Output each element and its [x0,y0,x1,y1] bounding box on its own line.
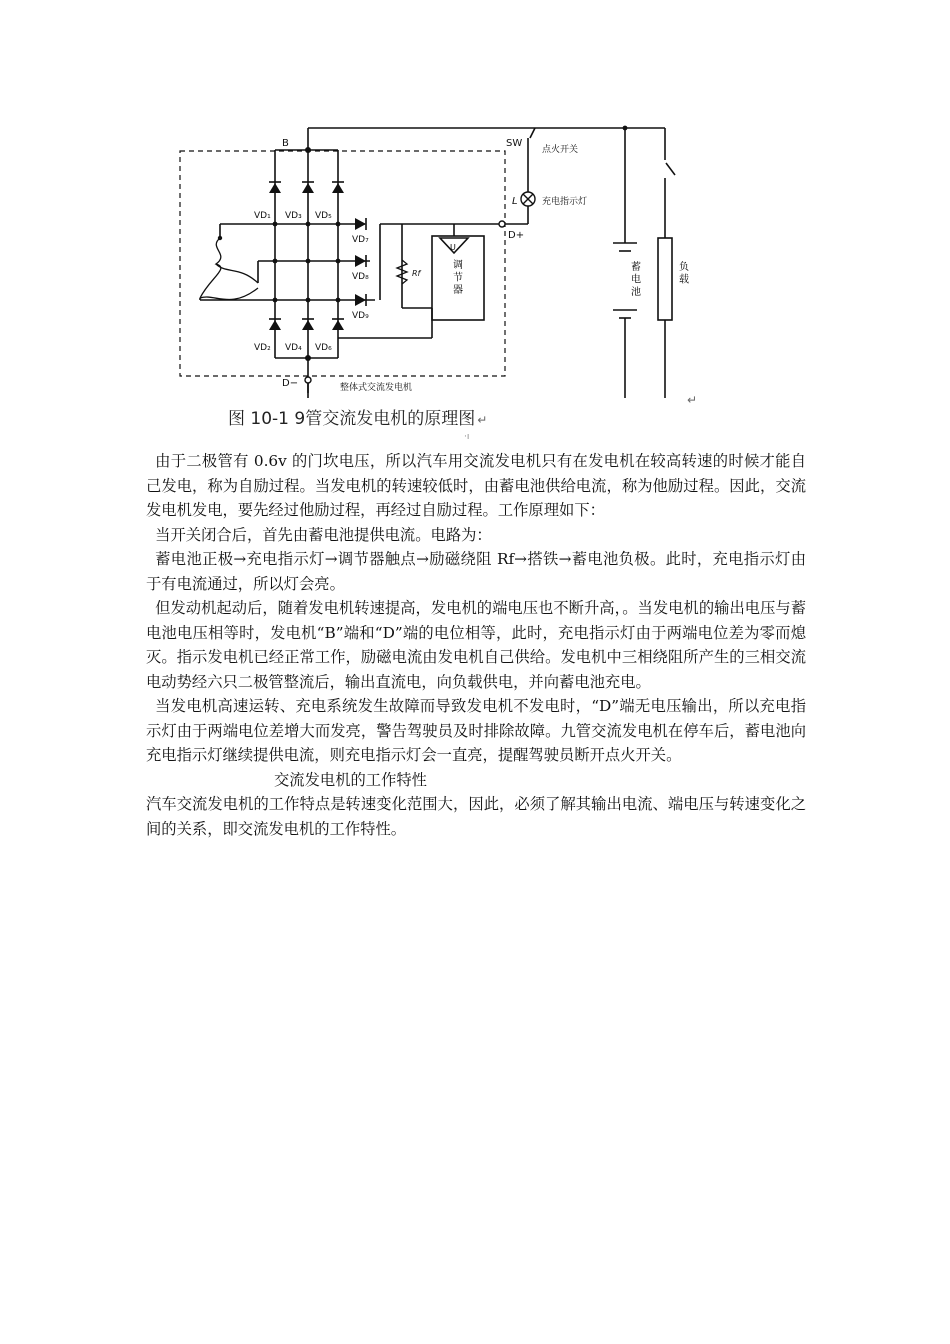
label-regulator: 调节器 [453,260,463,296]
paragraph-fault-warning: 当发电机高速运转、充电系统发生故障而导致发电机不发电时，“D”端无电压输出，所以充电指示灯由于两端电位差增大而发亮，警告驾驶员及时排除故障。九管交流发电机在停车后，蓄电池向充电指示灯继续提供电流，则充电指示灯会一直亮，提醒驾驶员断开点火开关。 [146,697,806,764]
label-b: B [282,138,289,149]
label-vd8: VD₈ [352,272,369,282]
label-vd5: VD₅ [315,211,332,221]
label-sw: SW [506,138,523,149]
paragraph-engine-start: 但发动机起动后，随着发电机转速提高，发电机的端电压也不断升高，。当发电机的输出电压与蓄电池电压相等时，发电机“B”端和“D”端的电位相等，此时，充电指示灯由于两端电位差为零而熄灭。指示发电机已经正常工作，励磁电流由发电机自己供给。发电机中三相绕阻所产生的三相交流电动势经六只二极管整流后，输出直流电，向负载供电，并向蓄电池充电。 [146,599,806,691]
label-battery: 蓄电池 [631,262,641,298]
body-text [146,449,806,841]
exciter-diodes [355,218,366,306]
label-vd6: VD₆ [315,343,332,353]
label-ignition-switch: 点火开关 [542,145,579,155]
label-vd7: VD₇ [352,235,369,245]
paragraph-switch-closed: 当开关闭合后，首先由蓄电池提供电流。电路为： [155,525,492,544]
paragraph-mark-icon: ↵ [477,413,488,427]
label-charge-lamp: 充电指示灯 [542,197,588,207]
label-vd3: VD₃ [285,211,302,221]
paragraph-circuit-path: 蓄电池正极→充电指示灯→调节器触点→励磁绕阻 Rf→搭铁→蓄电池负极。此时，充电指示灯由于有电流通过，所以灯会亮。 [146,550,806,593]
diode-bank-lower [269,319,344,330]
label-vd4: VD₄ [285,343,302,353]
paragraph-self-excitation: 由于二极管有 0.6v 的门坎电压，所以汽车用交流发电机只有在发电机在较高转速的时候才能自己发电，称为自励过程。当发电机的转速较低时，由蓄电池供给电流，称为他励过程。因此，交流发电机发电，要先经过他励过程，再经过自励过程。工作原理如下： [146,452,806,519]
alternator-circuit-diagram [170,118,710,408]
label-integral-generator: 整体式交流发电机 [340,383,413,393]
label-lamp: L [512,196,518,207]
stray-mark: ·ı [464,432,470,442]
label-vd9: VD₉ [352,311,369,321]
load-resistor [658,238,672,320]
paragraph-mark-icon: ↵ [687,393,698,407]
figure-caption [228,404,648,429]
charge-lamp-icon [521,192,535,206]
section-heading: 交流发电机的工作特性 [274,770,427,789]
d-minus-terminal [305,377,311,383]
d-plus-terminal [499,221,505,227]
figure-caption-text: 图 10-1 9管交流发电机的原理图 [228,409,476,429]
label-regulator-mark: U [450,243,456,252]
label-d-minus: D− [282,378,299,389]
label-vd2: VD₂ [254,343,271,353]
label-load: 负载 [679,262,689,286]
label-vd1: VD₁ [254,211,271,221]
label-d-plus: D+ [508,230,525,241]
label-rf: Rf [412,269,421,278]
paragraph-characteristics: 汽车交流发电机的工作特点是转速变化范围大，因此，必须了解其输出电流、端电压与转速变化之间的关系，即交流发电机的工作特性。 [146,795,806,838]
diode-bank-upper [269,182,344,193]
